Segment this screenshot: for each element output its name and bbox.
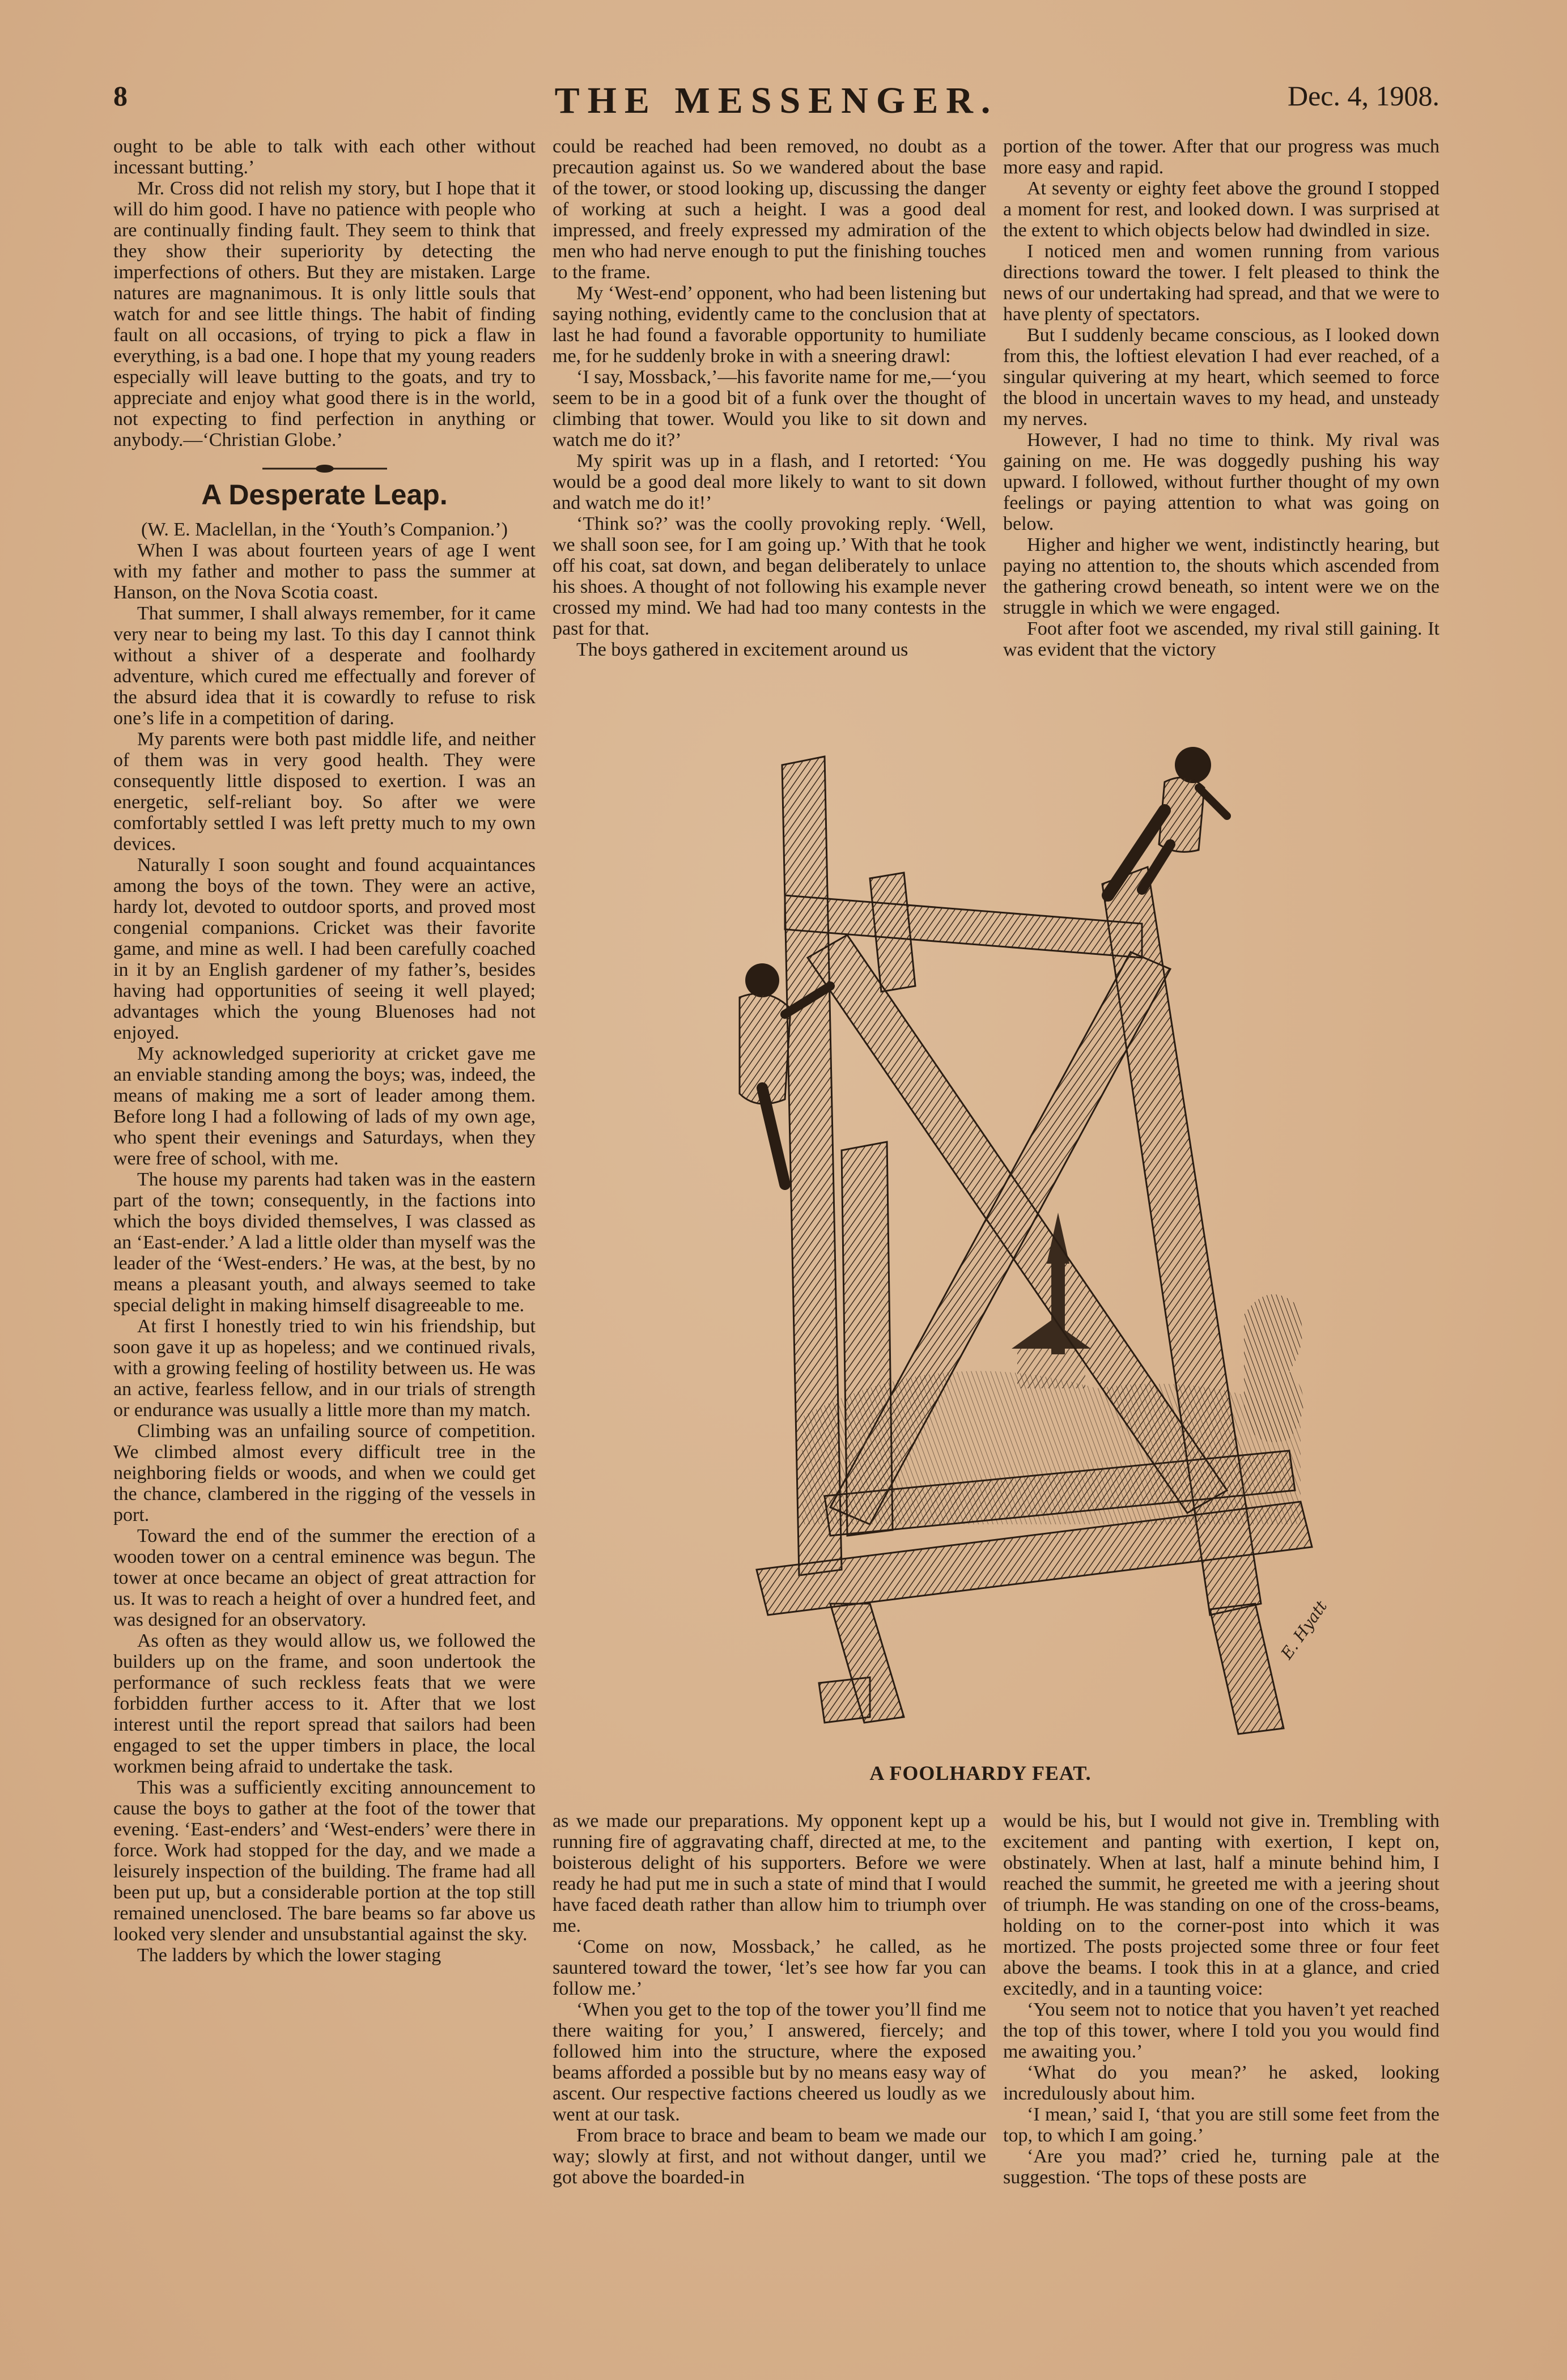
paragraph: This was a sufficiently exciting announcement to cause the boys to gather at the foot of the tower that evening. ‘East-enders’ and ‘West-enders’ were there in force. Work had stopped for the day, and we made a leisurely inspection of the building. The frame had all been put up, but a considerable portion at the top still remained unenclosed. The bare beams so far above us looked very slender and unsubstantial against the sky. [113, 1777, 536, 1945]
paragraph: The ladders by which the lower staging [137, 1945, 441, 1966]
paragraph: Naturally I soon sought and found acquaintances among the boys of the town. They were an active, hardy lot, devoted to outdoor sports, and proved most congenial companions. Cricket was their favorite game, and mine as well. I had been carefully coached in it by an English gardener of my father’s, besides having had opportunities of seeing it well played; advantages which the young Bluenoses had not enjoyed. [113, 855, 536, 1043]
paragraph: ‘Think so?’ was the coolly provoking reply. ‘Well, we shall soon see, for I am going up.’ With that he took off his coat, sat down, and began deliberately to unlace his shoes. A thought of not following his example never crossed my mind. We had had too many contests in the past for that. [553, 513, 986, 639]
paragraph: At first I honestly tried to win his friendship, but soon gave it up as hopeless; and we continued rivals, with a growing feeling of hostility between us. He was an active, fearless fellow, and in our trials of strength or endurance was usually a little more than my match. [113, 1316, 536, 1421]
newspaper-title: THE MESSENGER. [554, 80, 999, 121]
paragraph: ‘I say, Mossback,’—his favorite name for me,—‘you seem to be in a good bit of a funk over the thought of climbing that tower. Would you like to sit down and watch me do it?’ [553, 367, 986, 450]
paragraph: could be reached had been removed, no doubt as a precaution against us. So we wandered about the base of the tower, or stood looking up, discussing the danger of working at such a height. I was a good deal impressed, and freely expressed my admiration of the men who had nerve enough to put the finishing touches to the frame. [553, 136, 986, 283]
paragraph: I noticed men and women running from various directions toward the tower. I felt pleased to think the news of our undertaking had spread, and that we were to have plenty of spectators. [1003, 241, 1439, 325]
paragraph: would be his, but I would not give in. Trembling with excitement and panting with exertion, I kept on, obstinately. When at last, half a minute behind him, I reached the summit, he greeted me with a jeering shout of triumph. He was standing on one of the cross-beams, holding on to the corner-post into which it was mortized. The posts projected some three or four feet above the beams. I took this in at a glance, and cried excitedly, and in a taunting voice: [1003, 1810, 1439, 1999]
paragraph: Foot after foot we ascended, my rival still gaining. It was evident that the victory [1003, 618, 1439, 660]
column-5 [1003, 1810, 1439, 2241]
paragraph: ‘Come on now, Mossback,’ he called, as he sauntered toward the tower, ‘let’s see how far you can follow me.’ [553, 1936, 986, 1999]
paragraph: When I was about fourteen years of age I went with my father and mother to pass the summer at Hanson, on the Nova Scotia coast. [113, 540, 536, 603]
paragraph: That summer, I shall always remember, for it came very near to being my last. To this day I cannot think without a shiver of a desperate and foolhardy adventure, which cured me effectually and forever of the absurd idea that it is cowardly to refuse to risk one’s life in a competition of daring. [113, 603, 536, 729]
column-3 [1003, 136, 1439, 714]
paragraph: ought to be able to talk with each other without incessant butting.’ [113, 136, 536, 178]
paragraph: ‘When you get to the top of the tower you’ll find me there waiting for you,’ I answered, fiercely; and followed him into the structure, where the exposed beams afforded a possible but by no means easy way of ascent. Our respective factions cheered us loudly as we went at our task. [553, 1999, 986, 2125]
paragraph: Mr. Cross did not relish my story, but I hope that it will do him good. I have no patience with people who are continually finding fault. They seem to think that they show their superiority by detecting the imperfections of others. But they are mistaken. Large natures are magnanimous. It is only little souls that watch for and see little things. The habit of finding fault on all occasions, of trying to pick a flaw in everything, is a bad one. I hope that my young readers especially will leave butting to the goats, and try to appreciate and enjoy what good there is in the world, not expecting to find perfection in anything or anybody.—‘Christian Globe.’ [113, 178, 536, 450]
ornamental-divider [262, 463, 387, 474]
paragraph: At seventy or eighty feet above the ground I stopped a moment for rest, and looked down. I was surprised at the extent to which objects below had dwindled in size. [1003, 178, 1439, 241]
foliage [1244, 1294, 1303, 1442]
column-4 [553, 1810, 986, 2241]
paragraph: The boys gathered in excitement around us [576, 639, 908, 660]
issue-date: Dec. 4, 1908. [1288, 80, 1439, 112]
paragraph: Toward the end of the summer the erection of a wooden tower on a central eminence was begun. The tower at once became an object of great attraction for us. It was to reach a height of over a hundred feet, and was designed for an observatory. [113, 1525, 536, 1630]
paragraph: My ‘West-end’ opponent, who had been listening but saying nothing, evidently came to the conclusion that at last he had found a favorable opportunity to humiliate me, for he suddenly broke in with a sneering drawl: [553, 283, 986, 367]
column-1 [113, 136, 536, 2233]
tower-frame [757, 756, 1312, 1734]
page-number: 8 [113, 80, 128, 112]
paragraph: ‘Are you mad?’ cried he, turning pale at the suggestion. ‘The tops of these posts are [1003, 2146, 1439, 2188]
story-title: A Desperate Leap. [201, 479, 448, 511]
paragraph: As often as they would allow us, we followed the builders up on the frame, and soon undertook the performance of such reckless feats that we were forbidden further access to it. After that we lost interest until the report spread that sailors had been engaged to set the upper timbers in place, the local workmen being afraid to undertake the task. [113, 1630, 536, 1777]
tower-illustration [700, 720, 1437, 1740]
artist-signature: E. Hyatt [1277, 1597, 1331, 1663]
paragraph: portion of the tower. After that our progress was much more easy and rapid. [1003, 136, 1439, 178]
paragraph: ‘I mean,’ said I, ‘that you are still some feet from the top, to which I am going.’ [1003, 2104, 1439, 2146]
paragraph: However, I had no time to think. My rival was gaining on me. He was doggedly pushing his way upward. I followed, without further thought of my own feelings or paying attention to what was going on below. [1003, 430, 1439, 534]
paragraph: as we made our preparations. My opponent kept up a running fire of aggravating chaff, directed at me, to the boisterous delight of his supporters. Before we were ready he had put me in such a state of mind that I would have faced death rather than allow him to triumph over me. [553, 1810, 986, 1936]
paragraph: ‘You seem not to notice that you haven’t yet reached the top of this tower, where I told you you would find me awaiting you.’ [1003, 1999, 1439, 2062]
page-header [113, 79, 1439, 130]
column-2 [553, 136, 986, 714]
paragraph: But I suddenly became conscious, as I looked down from this, the loftiest elevation I had ever reached, of a singular quivering at my heart, which seemed to force the blood in uncertain waves to my head, and unsteady my nerves. [1003, 325, 1439, 430]
paragraph: ‘What do you mean?’ he asked, looking incredulously about him. [1003, 2062, 1439, 2104]
paragraph: My parents were both past middle life, and neither of them was in very good health. They were consequently little disposed to exertion. I was an energetic, self-reliant boy. So after we were comfortably settled I was left pretty much to my own devices. [113, 729, 536, 855]
paragraph: Higher and higher we went, indistinctly hearing, but paying no attention to, the shouts which ascended from the gathering crowd beneath, so intent were we on the struggle in which we were engaged. [1003, 534, 1439, 618]
paragraph: My acknowledged superiority at cricket gave me an enviable standing among the boys; was, indeed, the means of making me a sort of leader among them. Before long I had a following of lads of my own age, who spent their evenings and Saturdays, when they were free of school, with me. [113, 1043, 536, 1169]
paragraph: The house my parents had taken was in the eastern part of the town; consequently, in the factions into which the boys divided themselves, I was classed as an ‘East-ender.’ A lad a little older than myself was the leader of the ‘West-enders.’ He was, at the best, by no means a pleasant youth, and always seemed to take special delight in making himself disagreeable to me. [113, 1169, 536, 1316]
paragraph: From brace to brace and beam to beam we made our way; slowly at first, and not without danger, until we got above the boarded-in [553, 2125, 986, 2188]
illustration-caption: A FOOLHARDY FEAT. [869, 1762, 1092, 1784]
paragraph: Climbing was an unfailing source of competition. We climbed almost every difficult tree in the neighboring fields or woods, and when we could get the chance, clambered in the rigging of the vessels in port. [113, 1421, 536, 1525]
boy-standing-on-post [1108, 747, 1227, 895]
paragraph: My spirit was up in a flash, and I retorted: ‘You would be a good deal more likely to want to sit down and watch me do it!’ [553, 450, 986, 513]
story-byline: (W. E. Maclellan, in the ‘Youth’s Companion.’) [141, 519, 508, 540]
